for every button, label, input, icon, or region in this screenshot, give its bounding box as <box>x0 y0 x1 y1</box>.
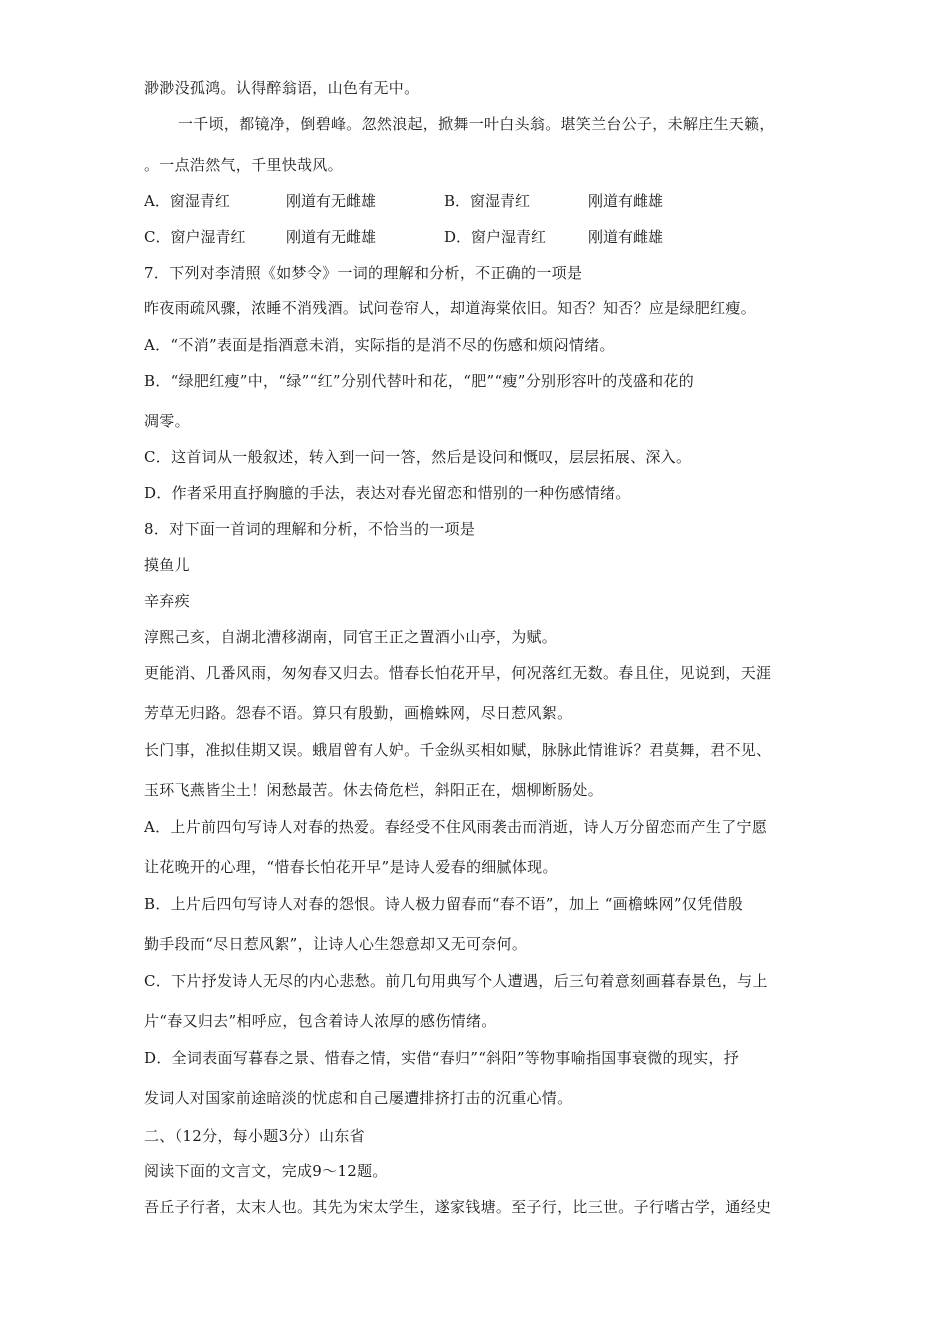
poem-line: 芳草无归路。怨春不语。算只有殷勤，画檐蛛网，尽日惹风絮。 <box>144 704 573 722</box>
option-d: D．作者采用直抒胸臆的手法，表达对春光留恋和惜别的一种伤感情绪。 <box>144 484 631 502</box>
poem-author: 辛弃疾 <box>144 592 190 610</box>
section-instruction: 阅读下面的文言文，完成9～12题。 <box>144 1162 388 1180</box>
option-b-cont: 凋零。 <box>144 412 190 430</box>
option-a: A．“不消”表面是指酒意未消，实际指的是消不尽的伤感和烦闷情绪。 <box>144 336 615 354</box>
option-d-label: D．窗户湿青红 <box>444 228 547 246</box>
poem-line: 更能消、几番风雨，匆匆春又归去。惜春长怕花开早，何况落红无数。春且住，见说到，天涯 <box>144 664 772 682</box>
poem-line: 长门事，准拟佳期又误。蛾眉曾有人妒。千金纵买相如赋，脉脉此情谁诉？君莫舞，君不见、 <box>144 741 772 759</box>
poem-line: 玉环飞燕皆尘土！闲愁最苦。休去倚危栏，斜阳正在，烟柳断肠处。 <box>144 781 604 799</box>
passage-line: 吾丘子行者，太末人也。其先为宋太学生，遂家钱塘。至子行，比三世。子行嗜古学，通经史 <box>144 1198 772 1216</box>
question-stem: 7．下列对李清照《如梦令》一词的理解和分析，不正确的一项是 <box>144 264 583 282</box>
option-d-cont: 发词人对国家前途暗淡的忧虑和自己屡遭排挤打击的沉重心情。 <box>144 1089 573 1107</box>
option-c-cont: 片“春又归去”相呼应，包含着诗人浓厚的感伤情绪。 <box>144 1012 497 1030</box>
poem-line: 一千顷，都镜净，倒碧峰。忽然浪起，掀舞一叶白头翁。堪笑兰台公子，未解庄生天籁， <box>178 115 775 133</box>
option-c-label: C．窗户湿青红 <box>144 228 246 246</box>
option-d: D．全词表面写暮春之景、惜春之情，实借“春归”“斜阳”等物事喻指国事衰微的现实，抒 <box>144 1049 740 1067</box>
poem-preface: 淳熙己亥，自湖北漕移湖南，同官王正之置酒小山亭，为赋。 <box>144 628 558 646</box>
option-a-value: 刚道有无雌雄 <box>286 192 377 210</box>
question-stem: 8．对下面一首词的理解和分析，不恰当的一项是 <box>144 520 476 538</box>
poem-line: 渺渺没孤鸿。认得醉翁语，山色有无中。 <box>144 79 420 97</box>
option-d-value: 刚道有雌雄 <box>588 228 664 246</box>
option-b-value: 刚道有雌雄 <box>588 192 664 210</box>
option-b-cont: 勤手段而“尽日惹风絮”，让诗人心生怨意却又无可奈何。 <box>144 935 528 953</box>
option-b: B．“绿肥红瘦”中，“绿”“红”分别代替叶和花，“肥”“瘦”分别形容叶的茂盛和花的 <box>144 372 695 390</box>
poem-line: 。一点浩然气，千里快哉风。 <box>144 156 343 174</box>
option-c-value: 刚道有无雌雄 <box>286 228 377 246</box>
option-a-cont: 让花晚开的心理，“惜春长怕花开早”是诗人爱春的细腻体现。 <box>144 858 558 876</box>
option-a-label: A．窗湿青红 <box>144 192 230 210</box>
option-a: A．上片前四句写诗人对春的热爱。春经受不住风雨袭击而消逝，诗人万分留恋而产生了宁愿 <box>144 818 768 836</box>
poem-text: 昨夜雨疏风骤，浓睡不消残酒。试问卷帘人，却道海棠依旧。知否？知否？应是绿肥红瘦。 <box>144 299 757 317</box>
poem-title: 摸鱼儿 <box>144 556 190 574</box>
section-heading: 二、（12分，每小题3分）山东省 <box>144 1127 365 1145</box>
option-b: B．上片后四句写诗人对春的怨恨。诗人极力留春而“春不语”，加上 “画檐蛛网”仅凭借殷 <box>144 895 744 913</box>
option-c: C．这首词从一般叙述，转入到一问一答，然后是设问和慨叹，层层拓展、深入。 <box>144 448 692 466</box>
option-b-label: B．窗湿青红 <box>444 192 531 210</box>
option-c: C．下片抒发诗人无尽的内心悲愁。前几句用典写个人遭遇，后三句着意刻画暮春景色，与上 <box>144 972 768 990</box>
